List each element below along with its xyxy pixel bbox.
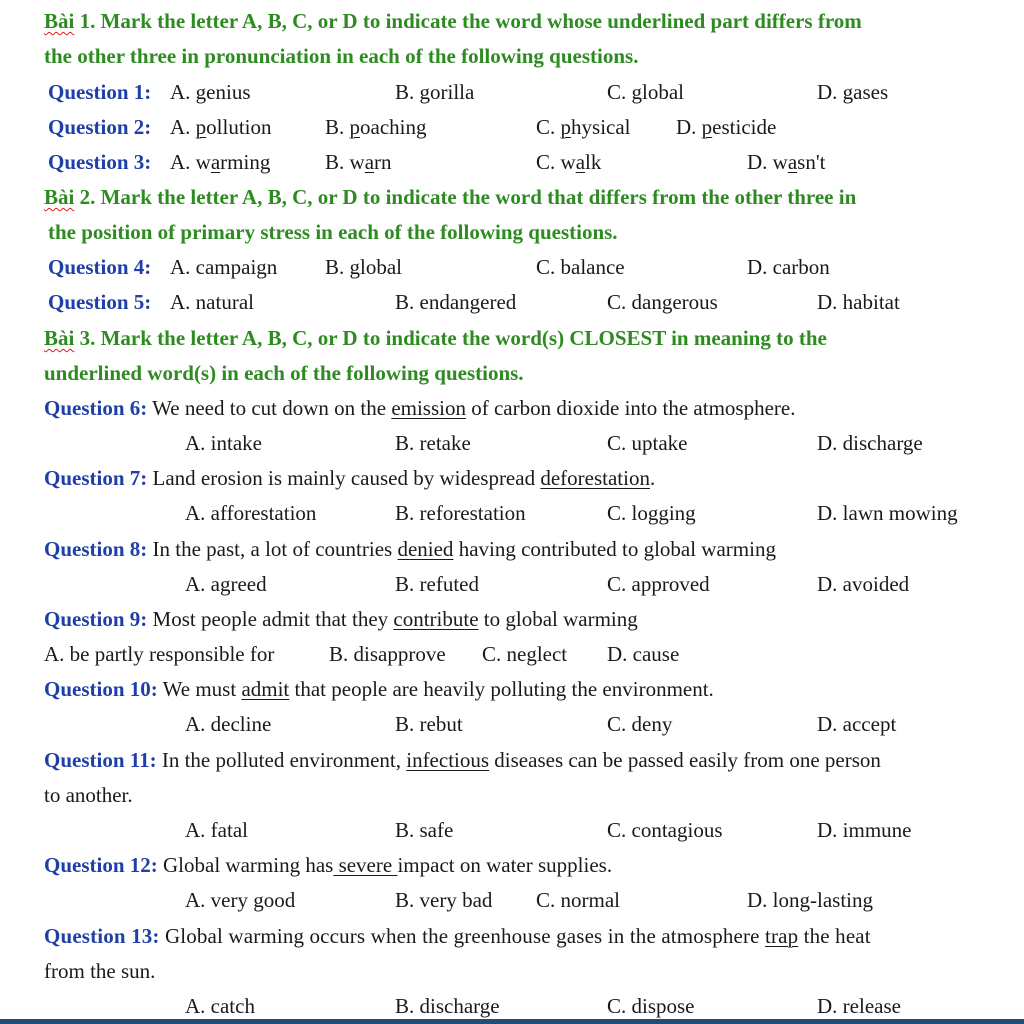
question-7 bbox=[0, 461, 1024, 496]
section-2-instruction: 2. Mark the letter A, B, C, or D to indicate the word that differs from the other three in bbox=[74, 185, 857, 209]
stem-text-cont: to another. bbox=[44, 783, 133, 807]
option-d[interactable]: D. release bbox=[817, 994, 901, 1018]
option-prefix: B. w bbox=[325, 150, 365, 174]
option-prefix: B. bbox=[325, 115, 350, 139]
question-11-options bbox=[0, 813, 1024, 848]
question-label: Question 6: bbox=[44, 396, 148, 420]
option-prefix: A. w bbox=[170, 150, 211, 174]
section-1-heading bbox=[44, 4, 984, 39]
question-stem bbox=[44, 672, 714, 707]
option-a[interactable]: A. decline bbox=[185, 712, 272, 736]
option-prefix: A. bbox=[170, 115, 196, 139]
stem-text: Global warming occurs when the greenhouse gases in the atmosphere bbox=[159, 924, 766, 948]
section-1-heading-cont: the other three in pronunciation in each of the following questions. bbox=[44, 44, 639, 68]
section-2-word: Bài bbox=[44, 185, 75, 209]
option-b[interactable]: B. very bad bbox=[395, 888, 493, 912]
question-3 bbox=[0, 145, 1024, 180]
option-a[interactable]: A. fatal bbox=[185, 818, 248, 842]
underlined-part: p bbox=[195, 115, 207, 139]
question-label: Question 7: bbox=[44, 466, 148, 490]
option-a[interactable] bbox=[170, 110, 272, 145]
stem-text: Most people admit that they bbox=[147, 607, 394, 631]
option-c[interactable]: C. uptake bbox=[607, 431, 688, 455]
option-rest: rn bbox=[374, 150, 392, 174]
option-d[interactable]: D. lawn mowing bbox=[817, 501, 958, 525]
section-2-heading bbox=[44, 180, 984, 215]
question-2 bbox=[0, 110, 1024, 145]
underlined-word: infectious bbox=[406, 748, 490, 772]
underlined-part: a bbox=[210, 150, 221, 174]
question-stem bbox=[44, 532, 776, 567]
question-label: Question 4: bbox=[48, 255, 152, 279]
stem-text: Land erosion is mainly caused by widespread bbox=[147, 466, 541, 490]
option-rest: sn't bbox=[797, 150, 826, 174]
underlined-part: a bbox=[787, 150, 798, 174]
section-1-instruction: 1. Mark the letter A, B, C, or D to indicate the word whose underlined part differs from bbox=[74, 9, 862, 33]
stem-text: . bbox=[649, 466, 656, 490]
option-b[interactable]: B. global bbox=[325, 255, 402, 279]
question-stem bbox=[44, 919, 871, 954]
stem-text: We need to cut down on the bbox=[147, 396, 392, 420]
option-c[interactable]: C. logging bbox=[607, 501, 696, 525]
question-13 bbox=[0, 919, 1024, 954]
option-a[interactable]: A. afforestation bbox=[185, 501, 317, 525]
stem-text: In the past, a lot of countries bbox=[147, 537, 398, 561]
option-c[interactable]: C. deny bbox=[607, 712, 673, 736]
question-stem bbox=[44, 848, 612, 883]
option-c[interactable] bbox=[536, 110, 631, 145]
question-label: Question 2: bbox=[48, 115, 152, 139]
stem-text: having contributed to global warming bbox=[453, 537, 776, 561]
underlined-word: severe bbox=[333, 853, 398, 877]
option-c[interactable]: C. global bbox=[607, 80, 684, 104]
option-b[interactable] bbox=[325, 110, 427, 145]
question-label: Question 12: bbox=[44, 853, 158, 877]
question-9-options bbox=[0, 637, 1024, 672]
underlined-part: p bbox=[701, 115, 713, 139]
question-label: Question 13: bbox=[44, 924, 160, 948]
option-rest: hysical bbox=[571, 115, 631, 139]
question-6-options bbox=[0, 426, 1024, 461]
stem-text: the heat bbox=[798, 924, 871, 948]
option-rest: lk bbox=[585, 150, 602, 174]
option-b[interactable]: B. safe bbox=[395, 818, 454, 842]
option-c[interactable]: C. neglect bbox=[482, 642, 568, 666]
section-2-heading-cont: the position of primary stress in each of the following questions. bbox=[48, 220, 618, 244]
option-rest: esticide bbox=[712, 115, 777, 139]
question-label: Question 10: bbox=[44, 677, 158, 701]
question-label: Question 1: bbox=[48, 80, 152, 104]
option-d[interactable] bbox=[747, 145, 825, 180]
section-1-word: Bài bbox=[44, 9, 75, 33]
question-11-cont bbox=[0, 778, 1024, 813]
question-11 bbox=[0, 743, 1024, 778]
question-4 bbox=[0, 250, 1024, 285]
section-3-heading-cont: underlined word(s) in each of the following questions. bbox=[44, 361, 524, 385]
option-b[interactable]: B. disapprove bbox=[329, 642, 446, 666]
section-3-instruction: 3. Mark the letter A, B, C, or D to indicate the word(s) CLOSEST in meaning to the bbox=[74, 326, 827, 350]
option-a[interactable]: A. campaign bbox=[170, 255, 278, 279]
option-c[interactable]: C. dispose bbox=[607, 994, 695, 1018]
option-c[interactable]: C. dangerous bbox=[607, 290, 718, 314]
option-b[interactable] bbox=[325, 145, 392, 180]
stem-text: that people are heavily polluting the environment. bbox=[289, 677, 714, 701]
question-12-options bbox=[0, 883, 1024, 918]
option-prefix: D. bbox=[676, 115, 702, 139]
option-a[interactable]: A. agreed bbox=[185, 572, 267, 596]
question-stem bbox=[44, 391, 795, 426]
option-b[interactable]: B. endangered bbox=[395, 290, 517, 314]
underlined-part: a bbox=[575, 150, 586, 174]
option-d[interactable]: D. accept bbox=[817, 712, 897, 736]
underlined-part: a bbox=[364, 150, 375, 174]
option-a[interactable]: A. genius bbox=[170, 80, 251, 104]
stem-text: to global warming bbox=[478, 607, 638, 631]
section-3-heading bbox=[44, 321, 984, 356]
option-d[interactable]: D. habitat bbox=[817, 290, 900, 314]
underlined-word: deforestation bbox=[540, 466, 650, 490]
stem-text: diseases can be passed easily from one person bbox=[489, 748, 881, 772]
option-a[interactable]: A. natural bbox=[170, 290, 254, 314]
question-stem bbox=[44, 743, 881, 778]
underlined-word: admit bbox=[241, 677, 290, 701]
option-b[interactable]: B. refuted bbox=[395, 572, 479, 596]
stem-text: of carbon dioxide into the atmosphere. bbox=[465, 396, 796, 420]
option-a[interactable] bbox=[170, 145, 270, 180]
question-5 bbox=[0, 285, 1024, 320]
question-stem bbox=[44, 602, 638, 637]
question-label: Question 3: bbox=[48, 150, 152, 174]
option-c[interactable]: C. balance bbox=[536, 255, 625, 279]
option-a[interactable]: A. be partly responsible for bbox=[44, 642, 275, 666]
question-7-options bbox=[0, 496, 1024, 531]
question-label: Question 9: bbox=[44, 607, 148, 631]
option-c[interactable]: C. contagious bbox=[607, 818, 723, 842]
question-label: Question 5: bbox=[48, 290, 152, 314]
question-8 bbox=[0, 532, 1024, 567]
option-rest: oaching bbox=[360, 115, 427, 139]
option-c[interactable] bbox=[536, 145, 601, 180]
option-a[interactable]: A. catch bbox=[185, 994, 255, 1018]
question-1 bbox=[0, 75, 1024, 110]
underlined-part: p bbox=[560, 115, 572, 139]
question-stem bbox=[44, 461, 655, 496]
option-d[interactable]: D. carbon bbox=[747, 255, 830, 279]
option-prefix: D. w bbox=[747, 150, 788, 174]
underlined-word: trap bbox=[765, 924, 799, 948]
option-c[interactable]: C. normal bbox=[536, 888, 620, 912]
option-d[interactable]: D. immune bbox=[817, 818, 912, 842]
question-label: Question 8: bbox=[44, 537, 148, 561]
underlined-word: emission bbox=[391, 396, 466, 420]
option-rest: ollution bbox=[206, 115, 272, 139]
option-b[interactable]: B. discharge bbox=[395, 994, 500, 1018]
question-9 bbox=[0, 602, 1024, 637]
question-12 bbox=[0, 848, 1024, 883]
question-label: Question 11: bbox=[44, 748, 157, 772]
option-a[interactable]: A. very good bbox=[185, 888, 296, 912]
option-b[interactable]: B. gorilla bbox=[395, 80, 475, 104]
question-10 bbox=[0, 672, 1024, 707]
option-d[interactable]: D. avoided bbox=[817, 572, 910, 596]
option-d[interactable]: D. discharge bbox=[817, 431, 923, 455]
stem-text: We must bbox=[157, 677, 242, 701]
stem-text: impact on water supplies. bbox=[397, 853, 613, 877]
underlined-word: denied bbox=[397, 537, 454, 561]
stem-text: Global warming has bbox=[157, 853, 334, 877]
option-b[interactable]: B. retake bbox=[395, 431, 471, 455]
option-rest: rming bbox=[220, 150, 271, 174]
question-13-cont bbox=[0, 954, 1024, 989]
section-3-word: Bài bbox=[44, 326, 75, 350]
stem-text-cont: from the sun. bbox=[44, 959, 156, 983]
option-c[interactable]: C. approved bbox=[607, 572, 710, 596]
option-b[interactable]: B. rebut bbox=[395, 712, 463, 736]
question-10-options bbox=[0, 707, 1024, 742]
question-6 bbox=[0, 391, 1024, 426]
underlined-part: p bbox=[349, 115, 361, 139]
stem-text: In the polluted environment, bbox=[156, 748, 407, 772]
bottom-border bbox=[0, 1019, 1024, 1024]
underlined-word: contribute bbox=[393, 607, 479, 631]
option-b[interactable]: B. reforestation bbox=[395, 501, 526, 525]
option-d[interactable] bbox=[676, 110, 776, 145]
option-prefix: C. w bbox=[536, 150, 576, 174]
option-prefix: C. bbox=[536, 115, 561, 139]
option-d[interactable]: D. cause bbox=[607, 642, 680, 666]
question-8-options bbox=[0, 567, 1024, 602]
option-d[interactable]: D. long-lasting bbox=[747, 888, 873, 912]
option-a[interactable]: A. intake bbox=[185, 431, 262, 455]
option-d[interactable]: D. gases bbox=[817, 80, 889, 104]
